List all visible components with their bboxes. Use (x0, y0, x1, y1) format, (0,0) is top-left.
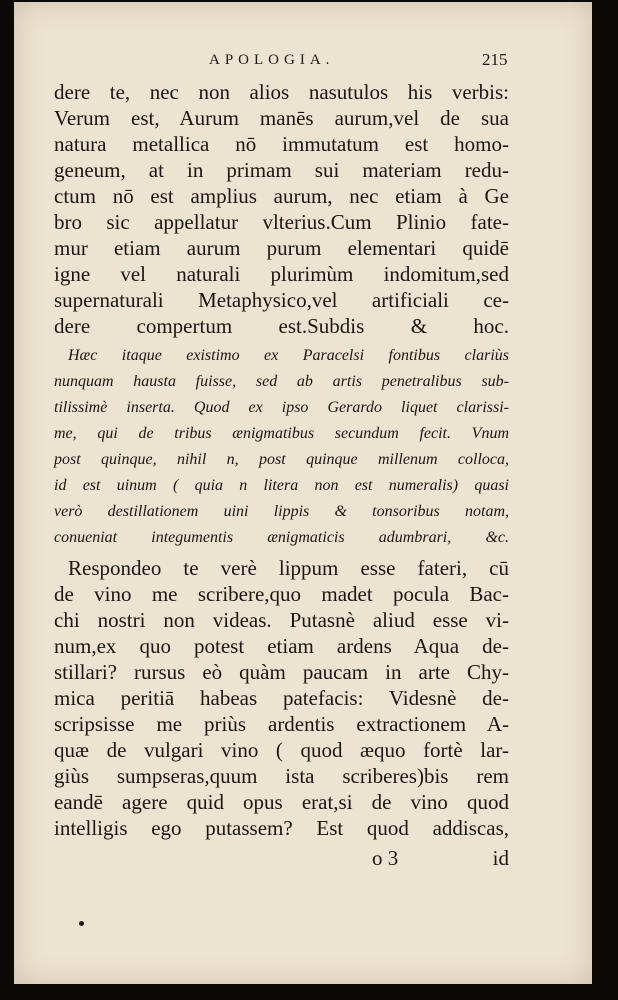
body-text (54, 79, 509, 841)
text-line: igne vel naturali plurimùm indomitum,sed (54, 262, 509, 286)
quoted-line: post quinque, nihil n, post quinque millenum colloca, (54, 451, 509, 468)
text-line: de vino me scribere,quo madet pocula Bac- (54, 582, 509, 606)
text-line: mica peritiā habeas patefacis: Videsnè de- (54, 686, 509, 710)
quoted-line: tilissimè inserta. Quod ex ipso Gerardo liquet clarissi- (54, 399, 509, 416)
quoted-line: nunquam hausta fuisse, sed ab artis penetralibus sub- (54, 373, 509, 390)
text-line: dere te, nec non alios nasutulos his verbis: (54, 80, 509, 104)
quoted-line: verò destillationem uini lippis & tonsoribus notam, (54, 503, 509, 520)
text-line: eandē agere quid opus erat,si de vino quod (54, 790, 509, 814)
text-line: quæ de vulgari vino ( quod æquo fortè lar- (54, 738, 509, 762)
text-line: scripsisse me priùs ardentis extractionem A- (54, 712, 509, 736)
text-line: geneum, at in primam sui materiam redu- (54, 158, 509, 182)
text-line: intelligis ego putassem? Est quod addiscas, (54, 816, 509, 840)
text-line: mur etiam aurum purum elementari quidē (54, 236, 509, 260)
text-line: ctum nō est amplius aurum, nec etiam à Ge (54, 184, 509, 208)
running-title: APOLOGIA. (209, 52, 335, 68)
page-footer (54, 846, 509, 876)
quoted-line: Hæc itaque existimo ex Paracelsi fontibus clariùs (68, 347, 509, 364)
paper-sheet (14, 2, 592, 984)
quoted-line: id est uinum ( quia n litera non est numeralis) quasi (54, 477, 509, 494)
text-line: Respondeo te verè lippum esse fateri, cū (68, 556, 509, 580)
text-line: stillari? rursus eò quàm paucam in arte Chy- (54, 660, 509, 684)
text-line: bro sic appellatur vlterius.Cum Plinio fate- (54, 210, 509, 234)
quoted-line: me, qui de tribus ænigmatibus secundum fecit. Vnum (54, 425, 509, 442)
catchword: id (492, 846, 509, 870)
text-line: giùs sumpseras,quum ista scriberes)bis rem (54, 764, 509, 788)
signature-mark: o 3 (372, 846, 399, 870)
text-line: supernaturali Metaphysico,vel artificiali ce- (54, 288, 509, 312)
text-line: dere compertum est.Subdis & hoc. (54, 314, 509, 338)
page-header (14, 52, 592, 76)
text-line: num,ex quo potest etiam ardens Aqua de- (54, 634, 509, 658)
quoted-line: conueniat integumentis ænigmaticis adumbrari, &c. (54, 529, 509, 546)
text-line: natura metallica nō immutatum est homo- (54, 132, 509, 156)
page-number: 215 (482, 50, 508, 69)
text-line: Verum est, Aurum manēs aurum,vel de sua (54, 106, 509, 130)
ink-speck (79, 921, 84, 926)
text-line: chi nostri non videas. Putasnè aliud esse vi- (54, 608, 509, 632)
